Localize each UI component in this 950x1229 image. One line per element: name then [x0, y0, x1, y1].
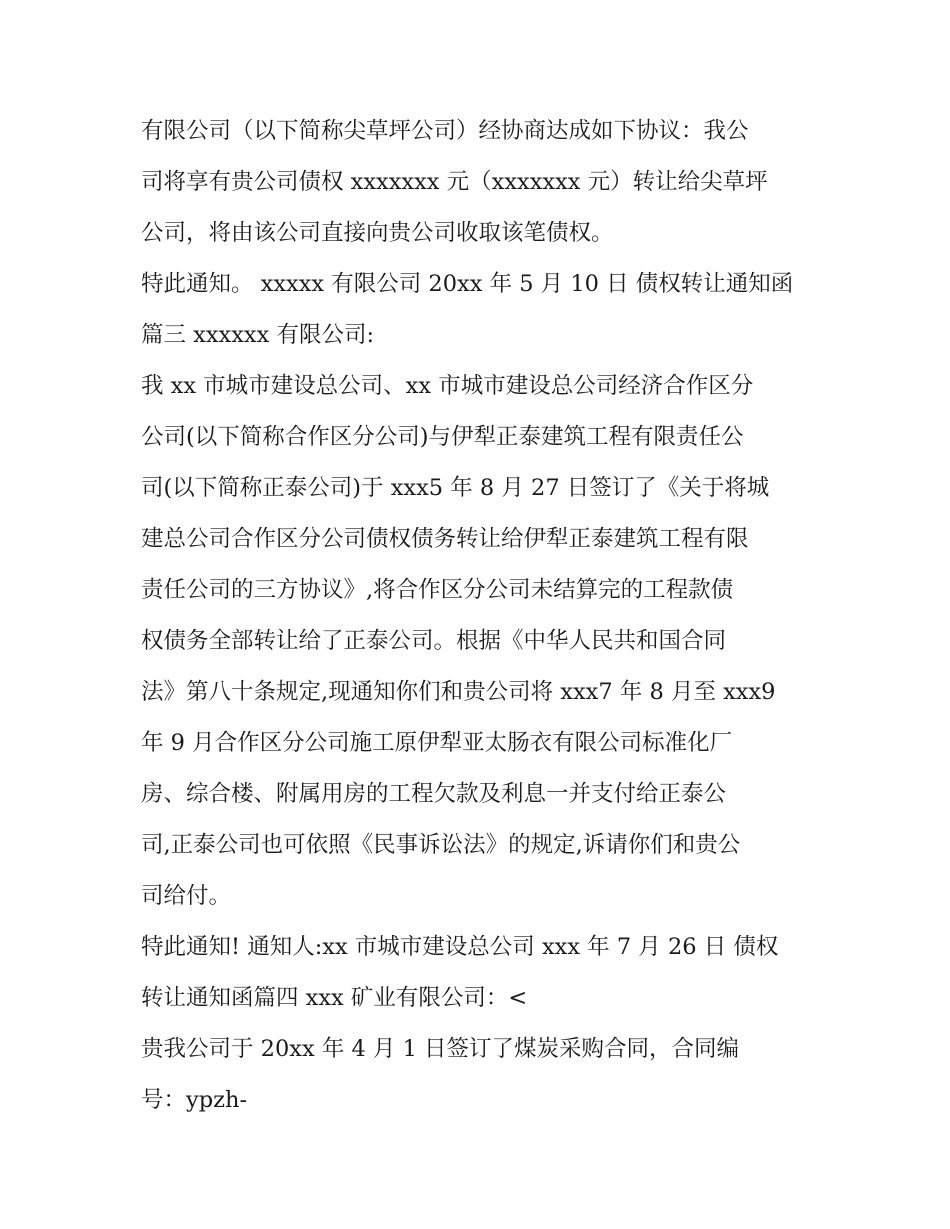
text-line: 司将享有贵公司债权 xxxxxxx 元（xxxxxxx 元）转让给尖草坪 [141, 169, 768, 195]
text-line: 号：ypzh- [141, 1087, 248, 1113]
text-line: 公司，将由该公司直接向贵公司收取该笔债权。 [141, 220, 614, 246]
text-line: 篇三 xxxxxx 有限公司: [141, 322, 375, 348]
text-line: 年 9 月合作区分公司施工原伊犁亚太肠衣有限公司标准化厂 [141, 730, 733, 756]
document-body [141, 106, 813, 1126]
text-line: 有限公司（以下简称尖草坪公司）经协商达成如下协议：我公 [141, 118, 749, 144]
text-line: 转让通知函篇四 xxx 矿业有限公司：< [141, 985, 528, 1011]
text-line: 特此通知。 xxxxx 有限公司 20xx 年 5 月 10 日 债权转让通知函 [141, 271, 794, 297]
text-line: 建总公司合作区分公司债权债务转让给伊犁正泰建筑工程有限 [141, 526, 749, 552]
text-line: 房、综合楼、附属用房的工程欠款及利息一并支付给正泰公 [141, 781, 727, 807]
text-line: 我 xx 市城市建设总公司、xx 市城市建设总公司经济合作区分 [141, 373, 754, 399]
text-line: 特此通知! 通知人:xx 市城市建设总公司 xxx 年 7 月 26 日 债权 [141, 934, 779, 960]
text-line: 法》第八十条规定,现通知你们和贵公司将 xxx7 年 8 月至 xxx9 [141, 679, 776, 705]
text-line: 贵我公司于 20xx 年 4 月 1 日签订了煤炭采购合同，合同编 [141, 1036, 740, 1062]
text-line: 责任公司的三方协议》,将合作区分公司未结算完的工程款债 [141, 577, 734, 603]
text-line: 司,正泰公司也可依照《民事诉讼法》的规定,诉请你们和贵公 [141, 832, 741, 858]
text-line: 公司(以下简称合作区分公司)与伊犁正泰建筑工程有限责任公 [141, 424, 744, 450]
text-line: 司给付。 [141, 883, 232, 909]
text-line: 权债务全部转让给了正泰公司。根据《中华人民共和国合同 [141, 628, 727, 654]
text-line: 司(以下简称正泰公司)于 xxx5 年 8 月 27 日签订了《关于将城 [141, 475, 770, 501]
